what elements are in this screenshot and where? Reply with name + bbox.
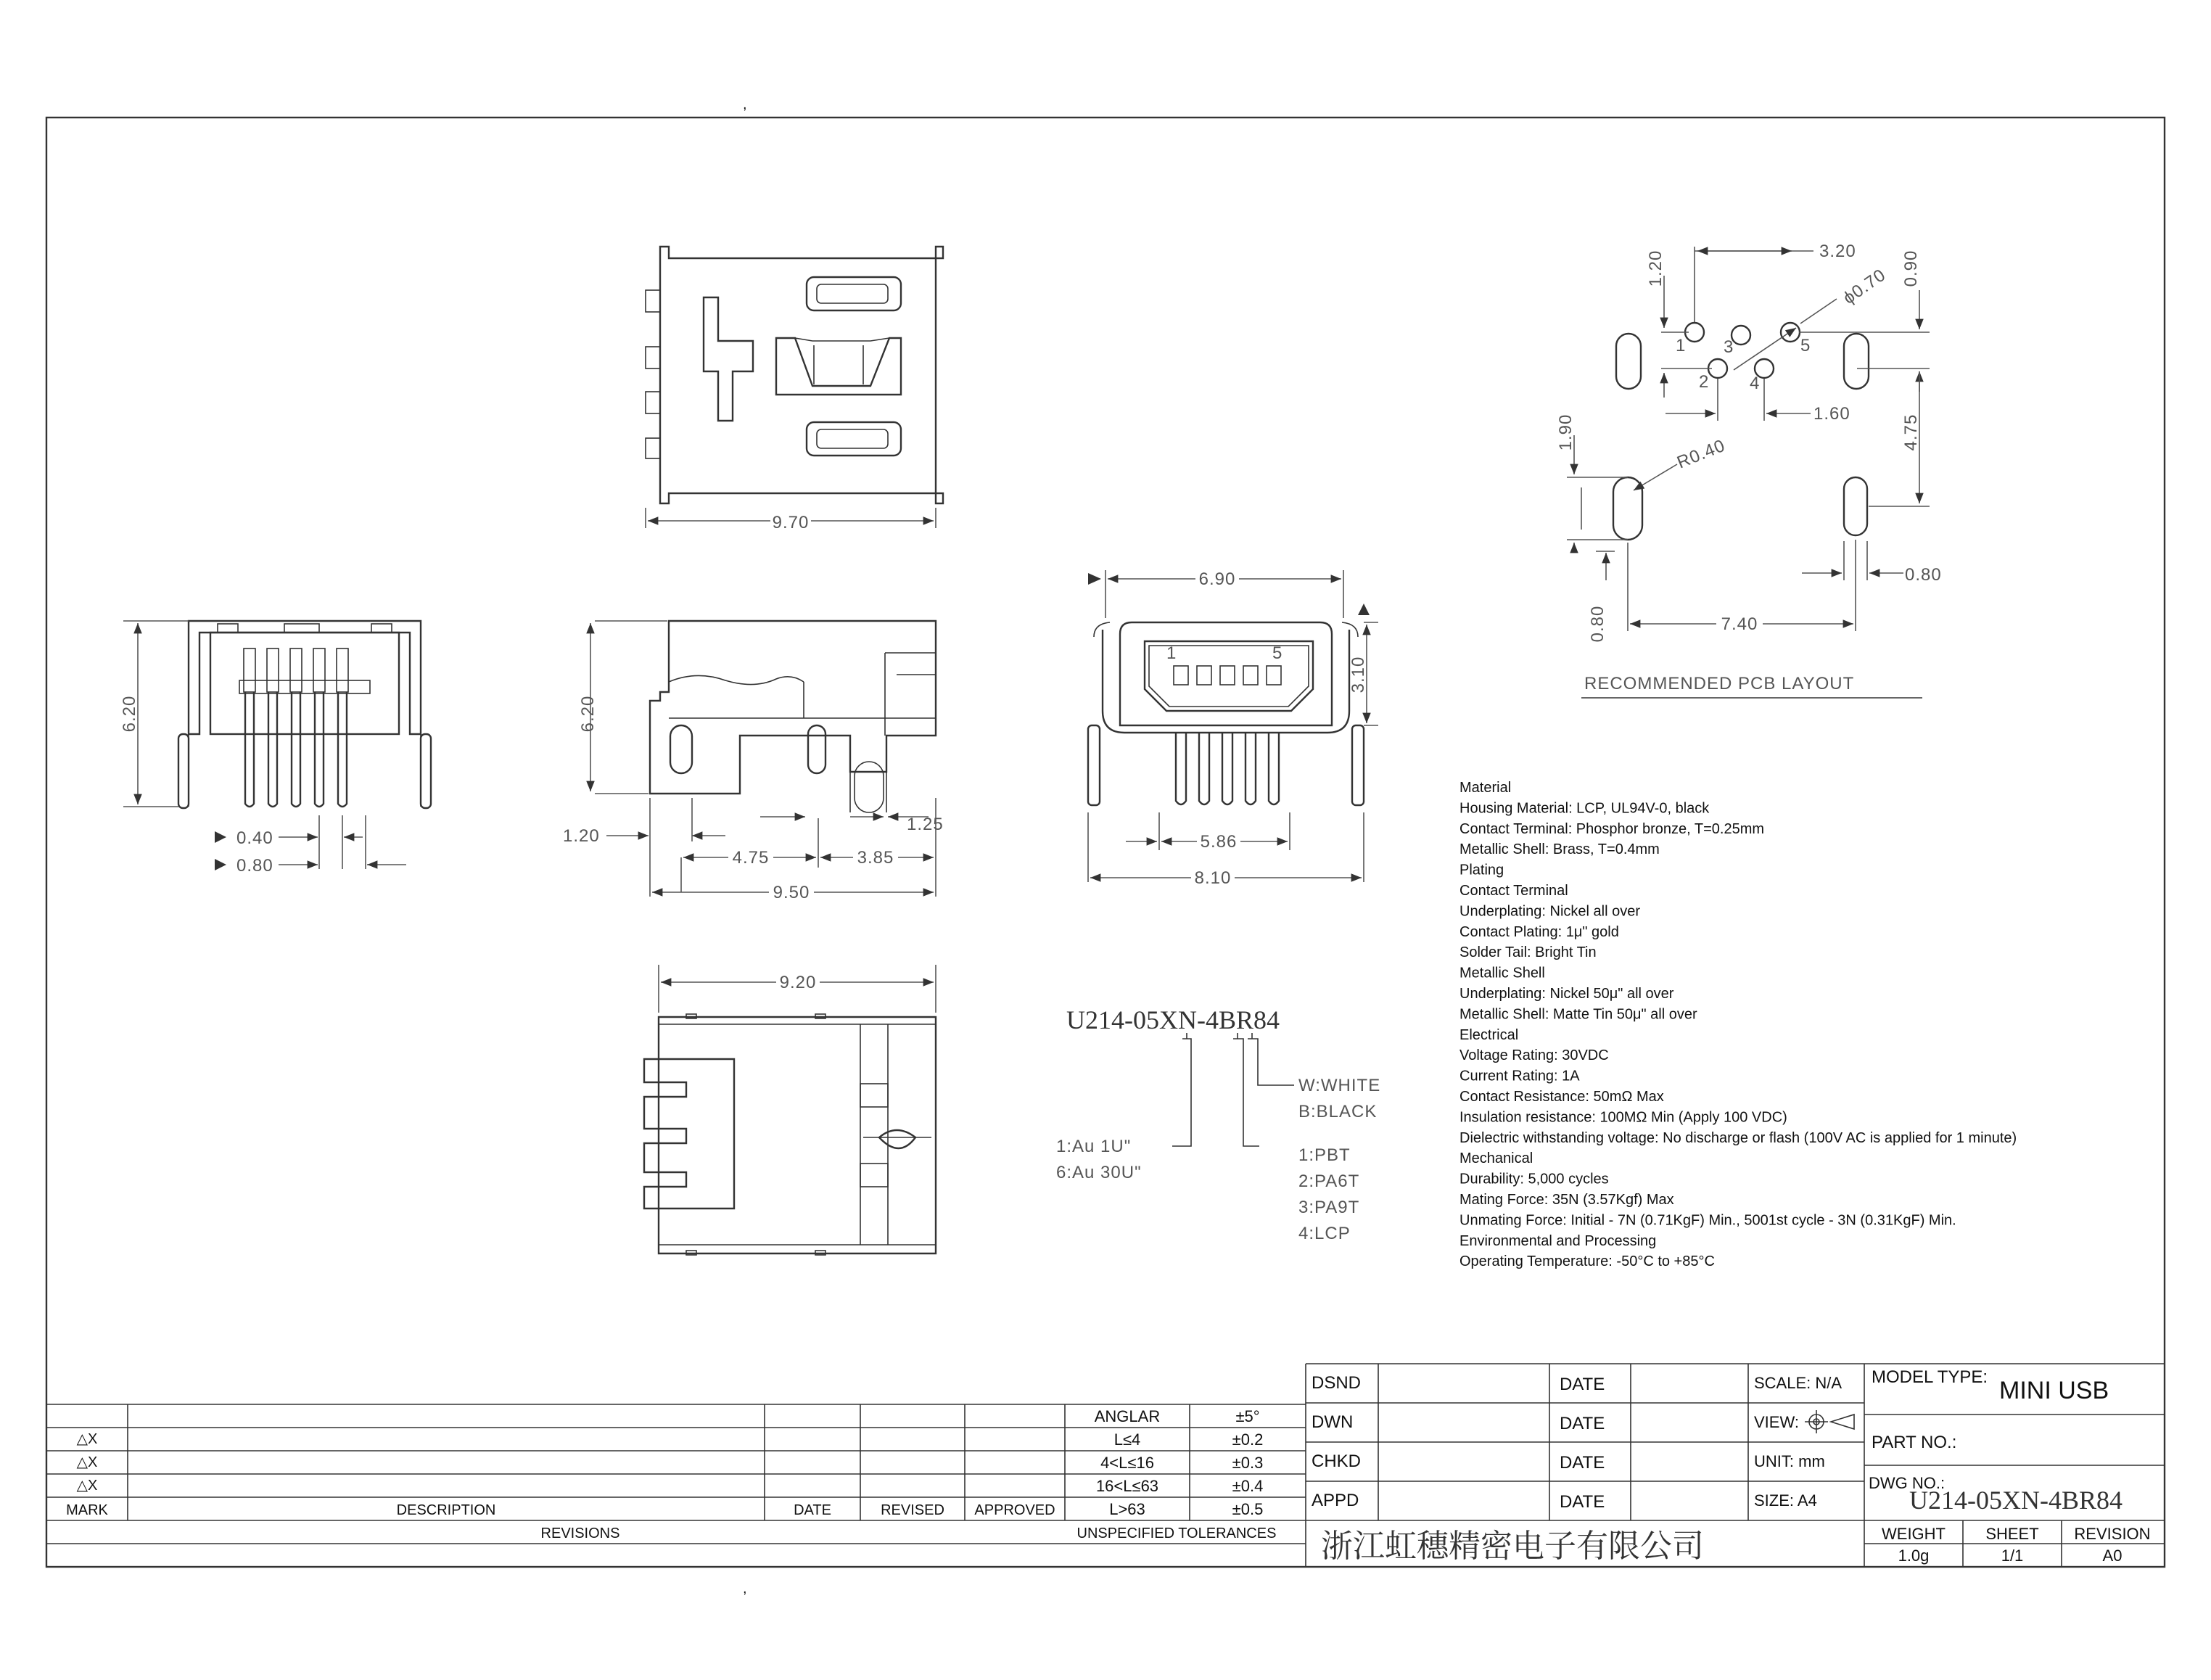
spec-line: Current Rating: 1A: [1459, 1068, 1580, 1084]
spec-line: Plating: [1459, 862, 1504, 878]
svg-text:△X: △X: [76, 1454, 98, 1470]
pin: [338, 692, 347, 807]
revised-header: REVISED: [881, 1502, 944, 1518]
dim-side-385: 3.85: [857, 848, 894, 868]
material-option-1: 1:PBT: [1298, 1145, 1351, 1165]
sheet-label: SHEET: [1985, 1525, 2039, 1543]
spec-line: Metallic Shell: [1459, 965, 1545, 981]
contact: [1174, 666, 1188, 685]
material-option-3: 3:PA9T: [1298, 1198, 1360, 1217]
material-option-4: 4:LCP: [1298, 1224, 1351, 1243]
dim-pitch: 0.80: [236, 856, 273, 876]
color-option-white: W:WHITE: [1298, 1076, 1381, 1095]
dim-pcb-080a: 0.80: [1905, 565, 1942, 585]
sheet-value: 1/1: [2001, 1547, 2024, 1565]
svg-text:2: 2: [1699, 372, 1710, 392]
spec-line: Underplating: Nickel all over: [1459, 903, 1641, 920]
spec-line: Housing Material: LCP, UL94V-0, black: [1459, 800, 1710, 817]
signoff-role: CHKD: [1312, 1452, 1362, 1471]
svg-text:4: 4: [1750, 374, 1761, 393]
svg-text:3: 3: [1724, 337, 1734, 357]
weight-value: 1.0g: [1898, 1547, 1930, 1565]
pin: [268, 692, 277, 807]
pcb-title: RECOMMENDED PCB LAYOUT: [1584, 674, 1855, 693]
pin: [315, 692, 324, 807]
part-no-label: PART NO.:: [1872, 1433, 1957, 1452]
revisions-footer: REVISIONS: [540, 1525, 620, 1541]
signoff-date-label: DATE: [1560, 1492, 1605, 1512]
material-option-2: 2:PA6T: [1298, 1172, 1360, 1191]
top-view: [646, 247, 943, 532]
dim-pcb-080b: 0.80: [1588, 605, 1607, 643]
weight-label: WEIGHT: [1882, 1525, 1946, 1543]
svg-text:△X: △X: [76, 1478, 98, 1494]
spec-line: Metallic Shell: Matte Tin 50μ" all over: [1459, 1006, 1697, 1023]
svg-text:1: 1: [1676, 336, 1687, 355]
dim-side-125: 1.25: [907, 815, 944, 834]
dim-pcb-740: 7.40: [1721, 614, 1758, 634]
contact: [1197, 666, 1211, 685]
tolerance-value: ±0.2: [1232, 1430, 1264, 1449]
spec-line: Solder Tail: Bright Tin: [1459, 944, 1597, 961]
dim-pcb-160: 1.60: [1813, 404, 1850, 424]
spec-line: Durability: 5,000 cycles: [1459, 1171, 1609, 1187]
signoff-date-label: DATE: [1560, 1453, 1605, 1473]
pin: [1269, 733, 1279, 804]
plating-option-6: 6:Au 30U": [1056, 1163, 1142, 1182]
projection-symbol-icon: [1805, 1410, 1854, 1433]
spec-line: Unmating Force: Initial - 7N (0.71KgF) Min., 5001st cycle - 3N (0.31KgF) Min.: [1459, 1212, 1956, 1229]
pin: [292, 692, 300, 807]
revisions-table: [46, 1364, 1306, 1567]
mark-header: MARK: [66, 1502, 108, 1518]
signoff-role: DWN: [1312, 1412, 1354, 1432]
svg-text:,: ,: [743, 96, 747, 112]
tolerance-value: ±0.3: [1232, 1454, 1264, 1472]
spec-line: Environmental and Processing: [1459, 1232, 1657, 1249]
scale-label: SCALE: N/A: [1754, 1374, 1842, 1392]
front-view: [1088, 567, 1378, 888]
spec-line: Mating Force: 35N (3.57Kgf) Max: [1459, 1192, 1674, 1208]
front-pin-first: 1: [1166, 643, 1177, 663]
dim-pcb-320: 3.20: [1819, 242, 1856, 261]
spec-line: Voltage Rating: 30VDC: [1459, 1047, 1609, 1064]
specifications: [1459, 780, 2017, 1269]
pin: [245, 692, 254, 807]
signoff-date-label: DATE: [1560, 1375, 1605, 1394]
part-code: [1056, 1005, 1380, 1243]
description-header: DESCRIPTION: [396, 1502, 496, 1518]
signoff-role: DSND: [1312, 1373, 1362, 1393]
spec-line: Material: [1459, 780, 1512, 796]
dim-pcb-r040: R0.40: [1674, 435, 1729, 473]
dim-pcb-475: 4.75: [1901, 413, 1921, 451]
pin: [1222, 733, 1232, 804]
dim-side-120: 1.20: [563, 826, 600, 846]
dim-front-pin-span: 5.86: [1200, 832, 1238, 852]
pin: [1246, 733, 1256, 804]
dim-side-475: 4.75: [732, 848, 770, 868]
title-block: [1306, 1364, 2165, 1567]
dim-pin-width: 0.40: [236, 828, 273, 848]
front-pin-last: 5: [1272, 643, 1283, 663]
tolerance-value: ±0.4: [1232, 1477, 1264, 1495]
plating-option-1: 1:Au 1U": [1056, 1137, 1132, 1156]
svg-text:,: ,: [743, 1581, 747, 1597]
tolerance-value: ±5°: [1235, 1407, 1260, 1425]
signoff-date-label: DATE: [1560, 1414, 1605, 1433]
date-header: DATE: [794, 1502, 831, 1518]
company-name: 浙江虹穗精密电子有限公司: [1321, 1528, 1704, 1564]
tolerance-value: ±0.5: [1232, 1500, 1264, 1518]
tolerance-label: 16<L≤63: [1095, 1477, 1159, 1495]
pin: [1176, 733, 1186, 804]
spec-line: Metallic Shell: Brass, T=0.4mm: [1459, 841, 1660, 858]
contact: [1267, 666, 1281, 685]
revision-value: A0: [2102, 1547, 2123, 1565]
tolerance-label: ANGLAR: [1094, 1407, 1161, 1425]
dwg-no-label: DWG NO.:: [1869, 1474, 1946, 1492]
dim-side-height: 6.20: [578, 695, 598, 733]
spec-line: Mechanical: [1459, 1150, 1533, 1167]
size-label: SIZE: A4: [1754, 1491, 1817, 1510]
tolerance-label: L>63: [1109, 1500, 1145, 1518]
view-label: VIEW:: [1754, 1413, 1799, 1431]
part-code-text: U214-05XN-4BR84: [1066, 1005, 1280, 1034]
dim-left-height: 6.20: [120, 695, 139, 733]
dim-top-width: 9.70: [772, 513, 810, 532]
dim-pcb-090: 0.90: [1901, 250, 1921, 287]
dwg-no-value: U214-05XN-4BR84: [1909, 1486, 2123, 1515]
pcb-layout: [1556, 242, 1942, 698]
model-type-label: MODEL TYPE:: [1872, 1367, 1988, 1387]
dim-front-width-top: 6.90: [1198, 569, 1236, 589]
drawing-border: [46, 118, 2165, 1567]
spec-line: Contact Resistance: 50mΩ Max: [1459, 1089, 1664, 1105]
tolerance-label: L≤4: [1113, 1430, 1141, 1449]
left-view: [120, 621, 431, 876]
side-view: [563, 621, 944, 902]
spec-line: Dielectric withstanding voltage: No discharge or flash (100V AC is applied for 1 minute): [1459, 1129, 2017, 1146]
approved-header: APPROVED: [974, 1502, 1055, 1518]
dim-pcb-120: 1.20: [1646, 250, 1666, 287]
spec-line: Electrical: [1459, 1026, 1519, 1043]
dim-front-width-bottom: 8.10: [1194, 868, 1232, 888]
contact: [1243, 666, 1258, 685]
spec-line: Insulation resistance: 100MΩ Min (Apply 100 VDC): [1459, 1109, 1787, 1126]
dim-pcb-hole: ϕ0.70: [1839, 265, 1890, 308]
spec-line: Underplating: Nickel 50μ" all over: [1459, 986, 1674, 1002]
unit-label: UNIT: mm: [1754, 1452, 1825, 1470]
color-option-black: B:BLACK: [1298, 1102, 1378, 1121]
revision-label: REVISION: [2074, 1525, 2151, 1543]
dim-front-height: 3.10: [1349, 656, 1368, 693]
spec-line: Operating Temperature: -50°C to +85°C: [1459, 1253, 1715, 1270]
svg-text:△X: △X: [76, 1431, 98, 1447]
bottom-view: [644, 965, 936, 1255]
tolerances-footer: UNSPECIFIED TOLERANCES: [1076, 1525, 1277, 1541]
spec-line: Contact Plating: 1μ" gold: [1459, 923, 1619, 940]
contact: [1220, 666, 1235, 685]
model-type-value: MINI USB: [1999, 1377, 2109, 1404]
dim-side-length: 9.50: [773, 883, 810, 902]
dim-bottom-width: 9.20: [779, 973, 817, 992]
pin: [1199, 733, 1209, 804]
spec-line: Contact Terminal: Phosphor bronze, T=0.25mm: [1459, 820, 1765, 837]
tolerance-label: 4<L≤16: [1100, 1454, 1154, 1472]
svg-text:5: 5: [1800, 336, 1811, 355]
signoff-role: APPD: [1312, 1491, 1359, 1510]
spec-line: Contact Terminal: [1459, 883, 1568, 899]
dim-pcb-190: 1.90: [1556, 413, 1576, 451]
